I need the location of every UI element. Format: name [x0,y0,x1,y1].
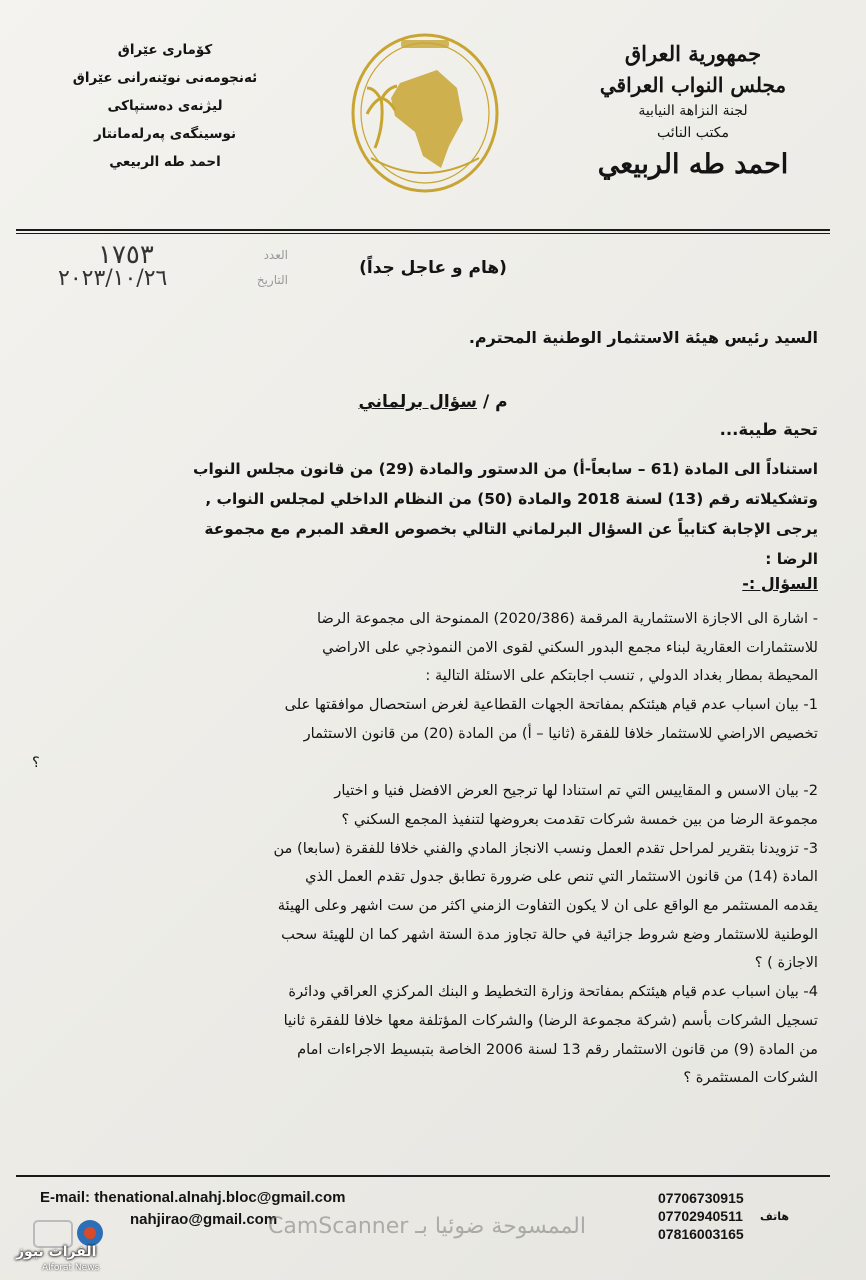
intro-line: يرجى الإجابة كتابياً عن السؤال البرلماني التالي بخصوص العقد المبرم مع مجموعة [204,520,818,538]
subject-prefix: م / [477,392,508,412]
phone-3: 07816003165 [658,1226,744,1242]
question-line: الاجازة ) ؟ [754,954,818,972]
urgency-note: (هام و عاجل جداً) [359,258,507,278]
email-label: E-mail: [40,1189,91,1206]
greeting: تحية طيبة... [719,420,818,439]
question-line: - اشارة الى الاجازة الاستثمارية المرقمة (2020/386) الممنوحة الى مجموعة الرضا [316,610,818,627]
addressee: السيد رئيس هيئة الاستثمار الوطنية المحترم. [468,328,818,347]
reference-date: ٢٠٢٣/١٠/٢٦ [58,266,168,291]
question-line: 2- بيان الاسس و المقاييس التي تم استنادا لها ترجيح العرض الافضل فنيا و اختيار [334,782,818,800]
email-1: thenational.alnahj.bloc@gmail.com [94,1189,346,1206]
parliament-seal-icon [345,28,505,198]
subject-text: سؤال برلماني [358,392,478,412]
phone-label: هاتف [760,1210,789,1223]
phone-2: 07702940511 [658,1208,743,1224]
question-line: 3- تزويدنا بتقرير لمراحل تقدم العمل ونسب الانجاز المادي والفني خلافا للفقرة (سابعا) من [273,839,818,857]
arabic-line-2: مجلس النواب العراقي [599,73,787,97]
arabic-line-5-signature: احمد طه الربيعي [597,149,789,180]
header-divider-thin [16,233,830,234]
question-line: ؟ [32,753,40,771]
question-line: 4- بيان اسباب عدم قيام هيئتكم بمفاتحة وزارة التخطيط و البنك المركزي العراقي ودائرة [288,983,818,1001]
subject-line [0,392,866,412]
intro-line: الرضا : [765,550,818,568]
reference-date-label: التاريخ [256,273,288,287]
question-line: المحيطة بمطار بغداد الدولي , تنسب اجابتكم على الاسئلة التالية : [425,667,818,685]
question-line: للاستثمارات العقارية لبناء مجمع البدور السكني لقوى الامن النموذجي على الاراضي [322,638,818,656]
kurdish-line-4: نوسینگەی پەرلەمانتار [93,126,237,142]
arabic-line-1: جمهورية العراق [624,41,762,66]
kurdish-line-1: کۆماری عێراق [117,42,213,58]
phone-1: 07706730915 [658,1190,744,1206]
alforat-logo-text: الفرات نيوز [16,1244,97,1260]
questions-title: السؤال :- [742,574,818,593]
reference-number: ١٧٥٣ [98,240,154,270]
question-line: مجموعة الرضا من بين خمسة شركات تقدمت بعروضها لتنفيذ المجمع السكني ؟ [341,810,818,828]
kurdish-line-3: لیژنەی دەستپاکی [107,98,223,114]
header-divider [16,229,830,231]
scan-watermark: الممسوحة ضوئيا بـ CamScanner [268,1214,586,1239]
arabic-line-4: مكتب النائب [657,125,729,141]
footer-divider [16,1175,830,1177]
question-line: من المادة (9) من قانون الاستثمار رقم 13 لسنة 2006 الخاصة بتبسيط الاجراءات امام [297,1040,818,1058]
question-line: الوطنية للاستثمار وضع شروط جزائية في حالة تجاوز مدة الستة اشهر كما ان للهيئة سحب [281,925,818,943]
email-2: nahjirao@gmail.com [130,1211,278,1228]
intro-paragraph [32,454,818,574]
question-line: 1- بيان اسباب عدم قيام هيئتكم بمفاتحة الجهات القطاعية لغرض استحصال موافقتها على [284,696,818,714]
question-line: تخصيص الاراضي للاستثمار خلافا للفقرة (ثانيا – أ) من المادة (20) من قانون الاستثمار [303,724,818,742]
arabic-letterhead [578,38,808,186]
reference-number-label: العدد [263,248,288,262]
intro-line: وتشكيلاته رقم (13) لسنة 2018 والمادة (50) من النظام الداخلي لمجلس النواب , [205,490,818,508]
arabic-line-3: لجنة النزاهة النيابية [638,103,748,119]
question-line: يقدمه المستثمر مع الواقع على ان لا يكون التفاوت الزمني اكثر من ست اشهر وعلى الهيئة [277,897,818,915]
question-line: الشركات المستثمرة ؟ [683,1069,818,1087]
question-line: المادة (14) من قانون الاستثمار التي تنص على ضرورة تطابق جدول تقدم العمل الذي [305,868,818,886]
question-line: تسجيل الشركات بأسم (شركة مجموعة الرضا) والشركات المؤتلفة معها خلافا للفقرة ثانيا [283,1011,818,1029]
questions-list [32,605,818,1093]
intro-line: استناداً الى المادة (61 – سابعاً-أ) من الدستور والمادة (29) من قانون مجلس النواب [192,460,818,478]
footer-phones [658,1189,744,1243]
kurdish-line-2: ئەنجومەنی نوێنەرانی عێراق [72,70,258,86]
alforat-logo-sub: Alforat News [42,1263,100,1273]
kurdish-letterhead [40,36,290,176]
kurdish-line-5: احمد طه الربيعي [109,154,221,170]
